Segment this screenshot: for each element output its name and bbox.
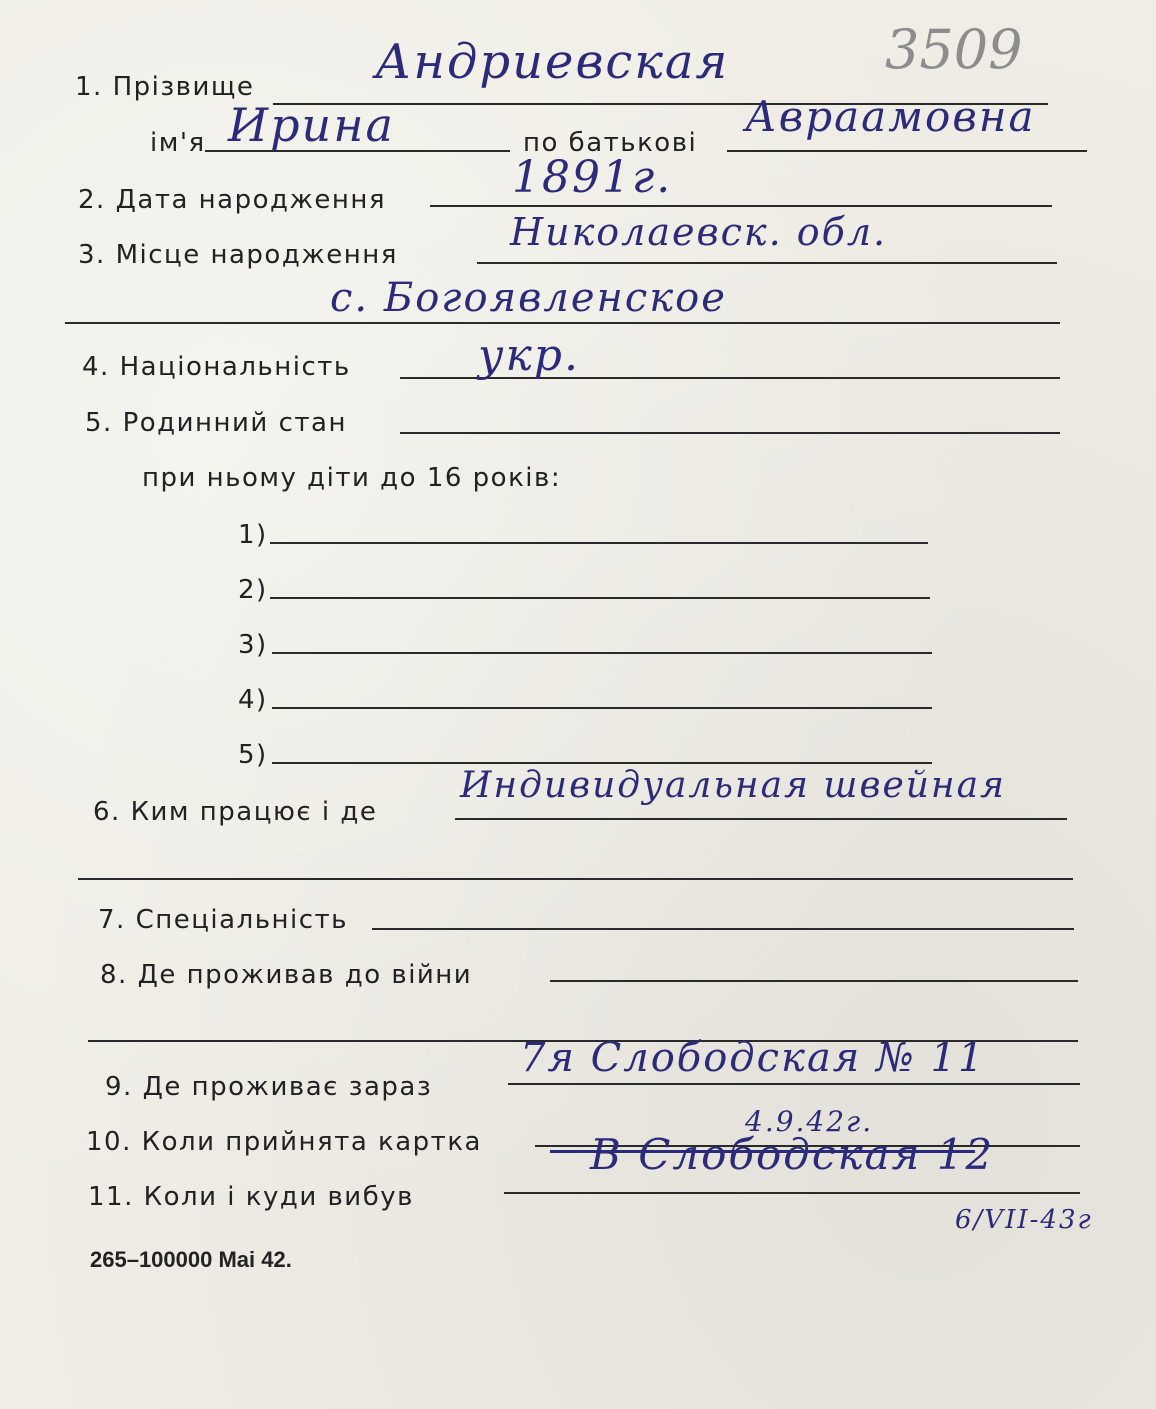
print-run-footer: 265–100000 Mai 42. bbox=[90, 1247, 292, 1272]
child-number: 2) bbox=[238, 575, 268, 605]
card-accepted-date: 4.9.42г. bbox=[745, 1105, 874, 1138]
birth-date-value: 1891г. bbox=[512, 152, 673, 203]
patronymic-value: Авраамовна bbox=[745, 92, 1036, 141]
nationality-value: укр. bbox=[478, 330, 580, 381]
child-number: 5) bbox=[238, 740, 268, 770]
departure-value: 6/VII-43г bbox=[955, 1205, 1093, 1235]
card-accepted-correction: В Слободская 12 bbox=[590, 1130, 995, 1179]
surname-label: 1. Прізвище bbox=[75, 72, 255, 102]
prewar-residence-label: 8. Де проживав до війни bbox=[100, 960, 473, 990]
occupation-value: Индивидуальная швейная bbox=[460, 765, 1006, 806]
birthplace-line bbox=[477, 262, 1057, 264]
specialty-line bbox=[372, 928, 1074, 930]
archive-number: 3509 bbox=[885, 18, 1023, 81]
first-name-label: ім'я bbox=[150, 128, 206, 158]
current-residence-line bbox=[508, 1083, 1080, 1085]
birth-date-label: 2. Дата народження bbox=[78, 185, 387, 215]
departure-line bbox=[504, 1192, 1080, 1194]
nationality-label: 4. Національність bbox=[82, 352, 351, 382]
child-number: 4) bbox=[238, 685, 268, 715]
current-residence-value: 7я Слободская № 11 bbox=[520, 1035, 986, 1081]
card-accepted-label: 10. Коли прийнята картка bbox=[86, 1127, 482, 1157]
marital-status-line bbox=[400, 432, 1060, 434]
birthplace-value-1: Николаевск. обл. bbox=[510, 210, 888, 254]
child-number: 3) bbox=[238, 630, 268, 660]
child-line bbox=[272, 762, 932, 764]
birthplace-value-2: с. Богоявленское bbox=[330, 275, 727, 321]
child-number: 1) bbox=[238, 520, 268, 550]
birth-date-line bbox=[430, 205, 1052, 207]
occupation-line-2 bbox=[78, 878, 1073, 880]
card-accepted-strike bbox=[550, 1150, 975, 1153]
child-line bbox=[272, 652, 932, 654]
children-label: при ньому діти до 16 років: bbox=[142, 463, 562, 493]
patronymic-label: по батькові bbox=[523, 128, 698, 158]
child-line bbox=[270, 597, 930, 599]
occupation-label: 6. Ким працює і де bbox=[93, 797, 378, 827]
birthplace-line-2 bbox=[65, 322, 1060, 324]
birthplace-label: 3. Місце народження bbox=[78, 240, 398, 270]
patronymic-line bbox=[727, 150, 1087, 152]
current-residence-label: 9. Де проживає зараз bbox=[105, 1072, 433, 1102]
specialty-label: 7. Спеціальність bbox=[98, 905, 349, 935]
marital-status-label: 5. Родинний стан bbox=[85, 408, 347, 438]
occupation-line bbox=[455, 818, 1067, 820]
departure-label: 11. Коли і куди вибув bbox=[88, 1182, 414, 1212]
first-name-value: Ирина bbox=[228, 98, 395, 152]
child-line bbox=[272, 707, 932, 709]
child-line bbox=[270, 542, 928, 544]
surname-value: Андриевская bbox=[375, 34, 730, 90]
prewar-residence-line bbox=[550, 980, 1078, 982]
